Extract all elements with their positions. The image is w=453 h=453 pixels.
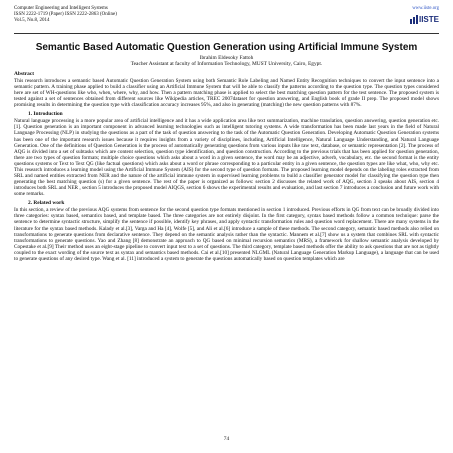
header-divider (14, 33, 439, 34)
author-name: Ibrahim Eldesoky Fattoh (199, 54, 254, 61)
section-heading-related-work: 2. Related work (28, 199, 65, 206)
author-affiliation: Teacher Assistant at faculty of Information Technology, MUST University, Cairo, Egypt. (130, 60, 323, 67)
journal-meta (14, 6, 439, 25)
section-heading-introduction: 1. Introduction (28, 110, 63, 117)
journal-url-link[interactable]: www.iiste.org (412, 6, 439, 11)
page-number: 74 (223, 436, 230, 442)
introduction-text: Natural language processing is a more popular area of artificial intelligence and it has a wide application area like text summarization, machine translation, question answering, question generation etc. [1]. Question generation is an important component in advanced learning technologies such as intelligent tutoring systems. A wide transformation has been made last years in the field of Natural Language Processing (NLP) in studying the questions as a part of the task of question answering to the task of the Automatic Question Generation. Developing Automatic Question Generation systems has been one of the important research issues because it requires insights from a variety of disciplines, including, Artificial Intelligence, Natural Language Understanding, and Natural Language Generation. One of the definitions of Question Generation is the process of automatically generating questions from various inputs like raw text, database, or semantic representation [2]. The process of AQG is divided into a set of subtasks which are content selection, question type identification, and question construction. According to the previous trials that has been applied for question generation, there are two types of question formats; multiple choice questions which asks about a word in a given sentence, the word may be an adjective, adverb, vocabulary, etc. the second format is the entity questions systems or Text to Text QG (like factual questions) which asks about a word or phrase corresponding to a particular entity in a given sentence, the question types are like what, who, why etc. This research introduces a learning model using the Artificial Immune System (AIS) for the second type of question formats. The proposed learning model depends on the labeling roles extracted from SRL and named entities extracted from NER and the nature of the artificial immune system in supervised learning problems to build a classifier generator model for classifying the question type then generating the best matching question (s) for a given sentence. The rest of the paper is organized as follows: section 2 discusses the related work of AQG, section 3 speaks about AIS, section 4 introduces both SRL and NER , section 5 introduces the proposed model AIQGS, section 6 shows the experimental results and evaluation, and last section 7 introduces a conclusion and future work with some remarks. (14, 118, 439, 197)
abstract-text: This research introduces a semantic based Automatic Question Generation System using both Semantic Role Labeling and Named Entity Recognition techniques to convert the input sentence into a semantic pattern. A training phase applied to build a classifier using an Artificial Immune System that will be able to classify the patterns according to the question type. The question types considered here are set of WH-questions like who, when, where, why, and how. Then a pattern matching phase is applied to select the best matching question pattern for the test sentence. The proposed system is tested against a set of sentences obtained from different sources like Wikipedia articles, TREC 2007dataset for question answering, and English book of grade II prep. The proposed model shows promising results in determining the question type with classification accuracy increases 95%, and also in generating (matching) the new question patterns with 87%. (14, 77, 439, 108)
iiste-logo-text: IISTE (418, 15, 439, 24)
journal-volume: Vol.5, No.8, 2014 (14, 18, 50, 24)
paper-title: Semantic Based Automatic Question Generation using Artificial Immune System (35, 42, 418, 53)
journal-logo-block (393, 6, 439, 29)
journal-name: Computer Engineering and Intelligent Systems (14, 6, 108, 11)
abstract-heading: Abstract (14, 71, 35, 78)
journal-header (14, 6, 439, 32)
iiste-logo-icon (410, 15, 439, 24)
journal-issn: ISSN 2222-1719 (Paper) ISSN 2222-2863 (Online) (14, 12, 117, 18)
related-work-text: In this section, a review of the previous AQG systems from sentence for the second question type formats mentioned in section 1 introduced. Previous efforts in QG from text can be broadly divided into three categories: syntax based, semantics based, and template based. The three categories are not entirely disjoint. In the first category, syntax based methods follow a common technique: parse the sentence to determine syntactic structure, simplify the sentence if possible, identify key phrases, and apply syntactic transformation rules and question word replacement. There are many systems in the literature for the syntax based methods. Kalady et al.[3], Varga and Ha [4], Wolfe [5], and Ali et al.[6] introduce a sample of these methods. The second category, semantic based methods also relied on transformations to generate questions from declarative sentence. They depend on the semantic analysis rather than the syntactic. Mannem et al.[7] show us a system that combines SRL with syntactic transformations to generate questions. Yao and Zhang [8] demonstrate an approach to QG based on minimal recursion semantics (MRS), a framework for shallow semantic analysis developed by Copestake et al.[9] Their method uses an eight-stage pipeline to convert input text to a set of questions. The third category, template based methods offer the ability to ask questions that are not as tightly coupled to the exact wording of the source text as syntax and semantics based methods. Cai et al.[10] presented NLGML (Natural Language Generation Markup Language), a language that can be used to generate questions of any desired type. Wang et al. [11] introduced a system to generate the questions automatically based on question templates which are (14, 207, 439, 262)
